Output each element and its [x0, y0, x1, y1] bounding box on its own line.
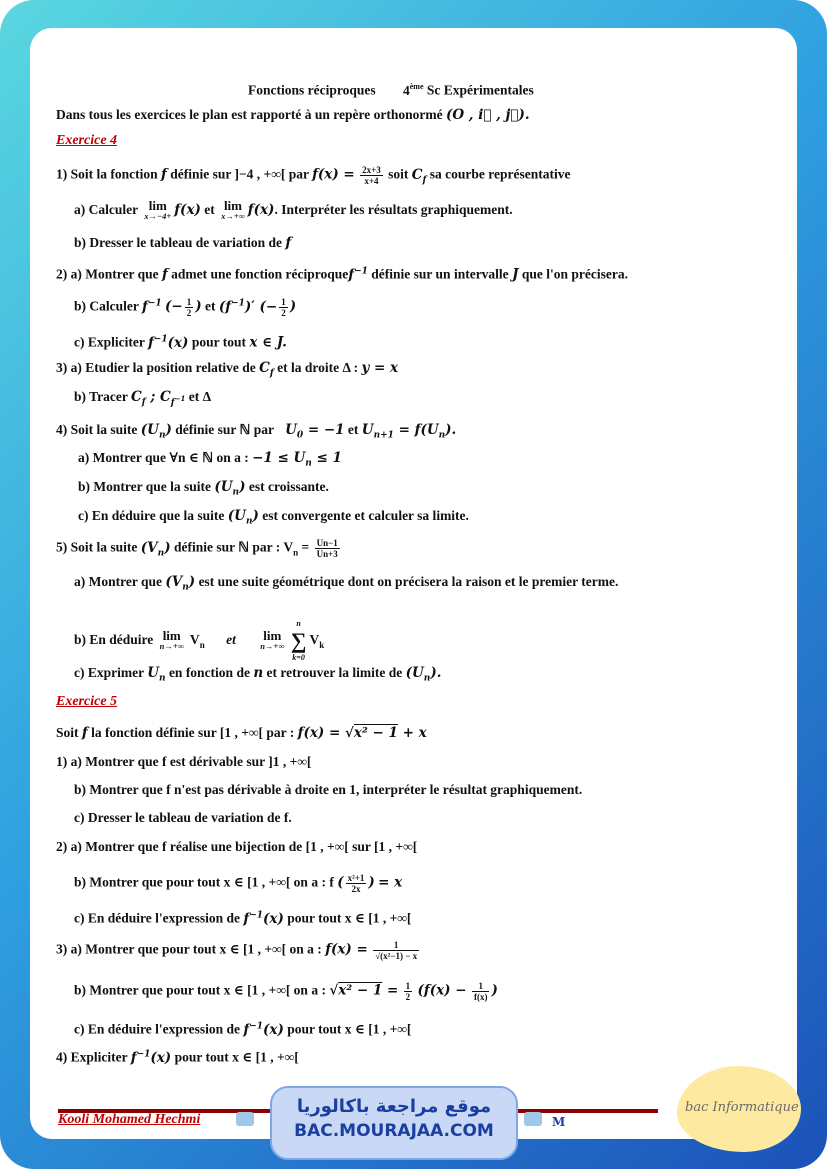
ex4-q4a: a) Montrer que ∀n ∈ ℕ on a : $-1 \le U_n \le 1$ [78, 450, 342, 469]
ex4-q2a: 2) a) Montrer que f admet une fonction réciproquef$^{-1}$ définie sur un intervalle J que l'on précisera. [56, 266, 628, 283]
site-badge-link[interactable] [270, 1086, 518, 1160]
ex4-q4b: b) Montrer que la suite $(U_n)$ est croissante. [78, 479, 329, 498]
bac-informatique-logo: bac Informatique [677, 1066, 801, 1152]
ex5-intro: Soit f la fonction définie sur [1 , +∞[ par : f(x) = √x² − 1 + x [56, 725, 427, 741]
ex5-q1a: 1) a) Montrer que f est dérivable sur ]1 , +∞[ [56, 754, 312, 769]
ex5-q4: 4) Expliciter $f^{-1}(x)$ pour tout x ∈ [1 , +∞[ [56, 1049, 299, 1066]
site-arabic-name: موقع مراجعة باكالوريا [296, 1096, 492, 1117]
ex5-q2c: c) En déduire l'expression de $f^{-1}(x)$ pour tout x ∈ [1 , +∞[ [74, 910, 412, 927]
document-page [30, 28, 797, 1139]
decor-icon [236, 1112, 254, 1126]
ex4-q1a: a) Calculer lim x→−4+ f(x) et lim x→+∞ f(x). Interpréter les résultats graphiquement. [74, 198, 513, 221]
footer-tail: M [552, 1115, 566, 1129]
decor-icon [524, 1112, 542, 1126]
ex4-q4c: c) En déduire que la suite $(U_n)$ est convergente et calculer sa limite. [78, 508, 469, 527]
ex5-q2b: b) Montrer que pour tout x ∈ [1 , +∞[ on a : f ( $\frac{\text{x²+1}}{2x}$ ) = x [74, 873, 403, 894]
ex4-q2b: b) Calculer $f^{-1}$ (− $\frac{1}{2}$ ) et $(f^{-1})'$ (− $\frac{1}{2}$ ) [74, 296, 297, 318]
ex5-q3a: 3) a) Montrer que pour tout x ∈ [1 , +∞[ on a : f(x) = $\frac{1}{\text{√(x²−1) − x}}$ [56, 940, 418, 961]
ex4-q5c: c) Exprimer $U_n$ en fonction de n et retrouver la limite de $(U_n)$. [74, 665, 442, 684]
ex4-q3a: 3) a) Etudier la position relative de $C_f$ et la droite Δ : y = x [56, 360, 399, 379]
ex4-q1b: b) Dresser le tableau de variation de f [74, 235, 292, 251]
author-name: Kooli Mohamed Hechmi [58, 1112, 201, 1127]
ex5-q1c: c) Dresser le tableau de variation de f. [74, 810, 292, 825]
ex4-q1: 1) Soit la fonction f définie sur ]−4 , +∞[ par f(x) = $\frac{2x+3}{x+4}$ soit $C_f$ sa courbe représentative [56, 165, 571, 186]
ex4-q3b: b) Tracer $C_f$ ; $C_{f^{-1}}$ et Δ [74, 389, 212, 408]
ex5-q2a: 2) a) Montrer que f réalise une bijection de [1 , +∞[ sur [1 , +∞[ [56, 839, 418, 854]
ex4-q2c: c) Expliciter $f^{-1}(x)$ pour tout x ∈ J. [74, 334, 287, 351]
ex5-q1b: b) Montrer que f n'est pas dérivable à droite en 1, interpréter le résultat graphiquement. [74, 782, 583, 797]
ex4-q5b: b) En déduire lim n→+∞ $V_n$ et lim n→+∞ n ∑ k=0 $V_k$ [74, 619, 325, 662]
ex5-q3b: b) Montrer que pour tout x ∈ [1 , +∞[ on a : √x² − 1 = $\frac{1}{2}$ (f(x) − $\frac{1}{f(x)}$ ) [74, 981, 498, 1002]
ex4-q4: 4) Soit la suite $(U_n)$ définie sur ℕ par $U_0 = -1$ et $U_{n+1} = f(U_n)$. [56, 422, 457, 441]
site-url: BAC.MOURAJAA.COM [294, 1121, 494, 1141]
ex4-q5a: a) Montrer que $(V_n)$ est une suite géométrique dont on précisera la raison et le premier terme. [74, 574, 619, 593]
intro-text: Dans tous les exercices le plan est rapporté à un repère orthonormé (O , i⃗ , j⃗). [56, 107, 530, 123]
exercise-5-title: Exercice 5 [56, 694, 118, 709]
doc-title: Fonctions réciproques 4ème Sc Expérimentales [248, 82, 534, 98]
ex4-q5: 5) Soit la suite $(V_n)$ définie sur ℕ par : $V_n$ = $\frac{Un-1}{Un+3}$ [56, 538, 338, 559]
ex5-q3c: c) En déduire l'expression de $f^{-1}(x)$ pour tout x ∈ [1 , +∞[ [74, 1021, 412, 1038]
exercise-4-title: Exercice 4 [56, 133, 118, 148]
